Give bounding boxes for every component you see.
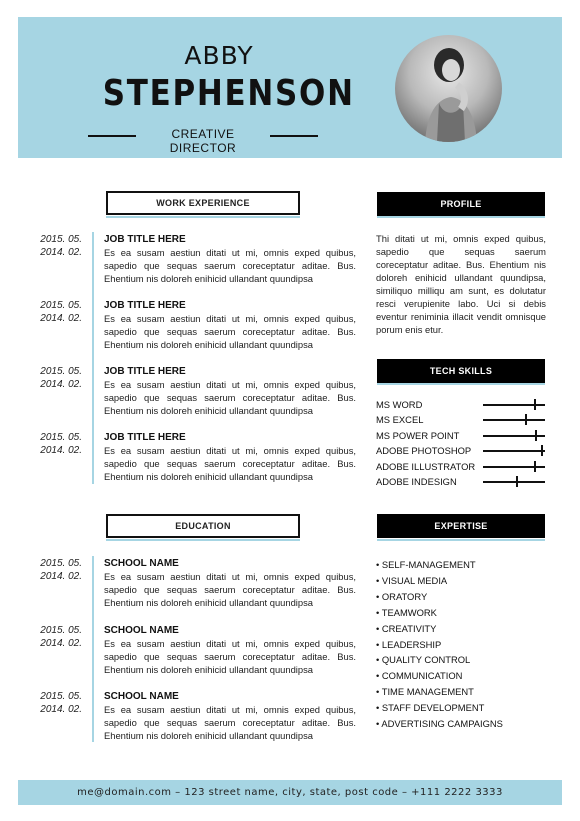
expertise-item: • LEADERSHIP — [376, 638, 442, 650]
profile-text: Thi ditati ut mi, omnis exped quibus, sapedio que sequas saerum coreceptatur aditae. Bus. Ehentium nis doloreh enihicid ullandant quundipsa, similiquo milliqu am sunt, es dolutatur resci verupienite labo. Uci si debis eventur reniminia illacit vendit omnisque porum enis etur. — [376, 233, 546, 335]
work-entry-text: Es ea susam aestiun ditati ut mi, omnis exped quibus, sapedio que sequas saerum coreceptatur aditae. Bus. Ehentium nis doloreh enihicid ullandant quundipsa — [104, 445, 356, 482]
education-entry-text: Es ea susam aestiun ditati ut mi, omnis exped quibus, sapedio que sequas saerum coreceptatur aditae. Bus. Ehentium nis doloreh enihicid ullandant quundipsa — [104, 571, 356, 608]
expertise-item: • VISUAL MEDIA — [376, 574, 448, 586]
portrait-image — [395, 35, 502, 142]
skill-level-marker — [534, 461, 536, 472]
work-timeline-line — [92, 232, 94, 484]
work-date-to: 2014. 02. — [40, 379, 82, 390]
education-date-to: 2014. 02. — [40, 571, 82, 582]
skill-level-marker — [525, 414, 527, 425]
work-date-to: 2014. 02. — [40, 247, 82, 258]
work-entry — [104, 431, 356, 483]
education-entry-title: SCHOOL NAME — [104, 691, 179, 702]
skill-level-marker — [535, 430, 537, 441]
section-expertise: EXPERTISE — [377, 514, 545, 538]
work-dates — [30, 365, 82, 391]
work-accent-line — [106, 216, 300, 218]
section-work-experience: WORK EXPERIENCE — [106, 191, 300, 215]
work-date-to: 2014. 02. — [40, 445, 82, 456]
section-education: EDUCATION — [106, 514, 300, 538]
education-date-from: 2015. 05. — [40, 558, 82, 569]
work-date-from: 2015. 05. — [40, 432, 82, 443]
work-date-to: 2014. 02. — [40, 313, 82, 324]
skill-label: ADOBE ILLUSTRATOR — [376, 460, 476, 472]
skill-label: ADOBE INDESIGN — [376, 476, 457, 487]
skill-row — [376, 443, 546, 458]
education-entry — [104, 557, 356, 609]
work-entry-title: JOB TITLE HERE — [104, 300, 186, 311]
skill-label: MS POWER POINT — [376, 429, 460, 441]
work-entry-title: JOB TITLE HERE — [104, 234, 186, 245]
education-date-to: 2014. 02. — [40, 638, 82, 649]
work-entry-text: Es ea susam aestiun ditati ut mi, omnis exped quibus, sapedio que sequas saerum coreceptatur aditae. Bus. Ehentium nis doloreh enihicid ullandant quundipsa — [104, 247, 356, 284]
subtitle-row — [88, 127, 318, 155]
education-entry-title: SCHOOL NAME — [104, 558, 179, 569]
skill-level-bar — [483, 419, 545, 421]
job-title: CREATIVE DIRECTOR — [169, 127, 237, 155]
work-entry-title: JOB TITLE HERE — [104, 432, 186, 443]
work-entry-title: JOB TITLE HERE — [104, 366, 186, 377]
skill-label: ADOBE PHOTOSHOP — [376, 445, 472, 457]
work-date-from: 2015. 05. — [40, 234, 82, 245]
expertise-item: • COMMUNICATION — [376, 670, 463, 682]
expertise-item: • ADVERTISING CAMPAIGNS — [376, 718, 503, 730]
first-name: ABBY — [184, 41, 254, 70]
expertise-item: • QUALITY CONTROL — [376, 654, 471, 666]
expertise-item: • SELF-MANAGEMENT — [376, 559, 476, 570]
skill-label: MS WORD — [376, 399, 423, 410]
section-profile: PROFILE — [377, 192, 545, 216]
education-date-from: 2015. 05. — [40, 625, 82, 636]
profile-photo — [395, 35, 502, 142]
education-timeline-line — [92, 556, 94, 742]
expertise-item: • TIME MANAGEMENT — [376, 686, 474, 698]
subtitle-divider-left — [88, 135, 136, 137]
education-entry — [104, 624, 356, 676]
skill-level-bar — [483, 481, 545, 483]
skill-level-marker — [516, 476, 518, 487]
skill-row — [376, 397, 546, 412]
education-dates — [30, 557, 82, 583]
skill-row — [376, 474, 546, 489]
expertise-accent-line — [377, 539, 545, 541]
work-dates — [30, 431, 82, 457]
education-entry-title: SCHOOL NAME — [104, 625, 179, 636]
work-entry — [104, 365, 356, 417]
work-entry-text: Es ea susam aestiun ditati ut mi, omnis exped quibus, sapedio que sequas saerum coreceptatur aditae. Bus. Ehentium nis doloreh enihicid ullandant quundipsa — [104, 379, 356, 416]
work-entry — [104, 233, 356, 285]
expertise-item: • TEAMWORK — [376, 606, 437, 618]
education-date-to: 2014. 02. — [40, 704, 82, 715]
skill-row — [376, 459, 546, 474]
expertise-list — [376, 557, 546, 732]
last-name: STEPHENSON — [102, 73, 355, 114]
education-entry — [104, 690, 356, 742]
skill-label: MS EXCEL — [376, 414, 424, 426]
expertise-item: • ORATORY — [376, 590, 428, 602]
work-date-from: 2015. 05. — [40, 366, 82, 377]
work-entry — [104, 299, 356, 351]
work-entry-text: Es ea susam aestiun ditati ut mi, omnis exped quibus, sapedio que sequas saerum coreceptatur aditae. Bus. Ehentium nis doloreh enihicid ullandant quundipsa — [104, 313, 356, 350]
skill-row — [376, 428, 546, 443]
work-dates — [30, 299, 82, 325]
expertise-item: • CREATIVITY — [376, 622, 437, 634]
work-date-from: 2015. 05. — [40, 300, 82, 311]
education-dates — [30, 624, 82, 650]
education-accent-line — [106, 539, 300, 541]
profile-accent-line — [377, 216, 545, 218]
skill-row — [376, 412, 546, 427]
education-entry-text: Es ea susam aestiun ditati ut mi, omnis exped quibus, sapedio que sequas saerum coreceptatur aditae. Bus. Ehentium nis doloreh enihicid ullandant quundipsa — [104, 638, 356, 675]
skill-level-marker — [534, 399, 536, 410]
subtitle-divider-right — [270, 135, 318, 137]
skills-accent-line — [377, 383, 545, 385]
skill-level-bar — [483, 450, 545, 452]
expertise-item: • STAFF DEVELOPMENT — [376, 702, 485, 714]
education-date-from: 2015. 05. — [40, 691, 82, 702]
education-dates — [30, 690, 82, 716]
header-banner — [18, 17, 562, 158]
skill-level-marker — [541, 445, 543, 456]
section-tech-skills: TECH SKILLS — [377, 359, 545, 383]
contact-footer: me@domain.com – 123 street name, city, state, post code – +111 2222 3333 — [18, 780, 562, 805]
work-dates — [30, 233, 82, 259]
education-entry-text: Es ea susam aestiun ditati ut mi, omnis exped quibus, sapedio que sequas saerum coreceptatur aditae. Bus. Ehentium nis doloreh enihicid ullandant quundipsa — [104, 704, 356, 741]
